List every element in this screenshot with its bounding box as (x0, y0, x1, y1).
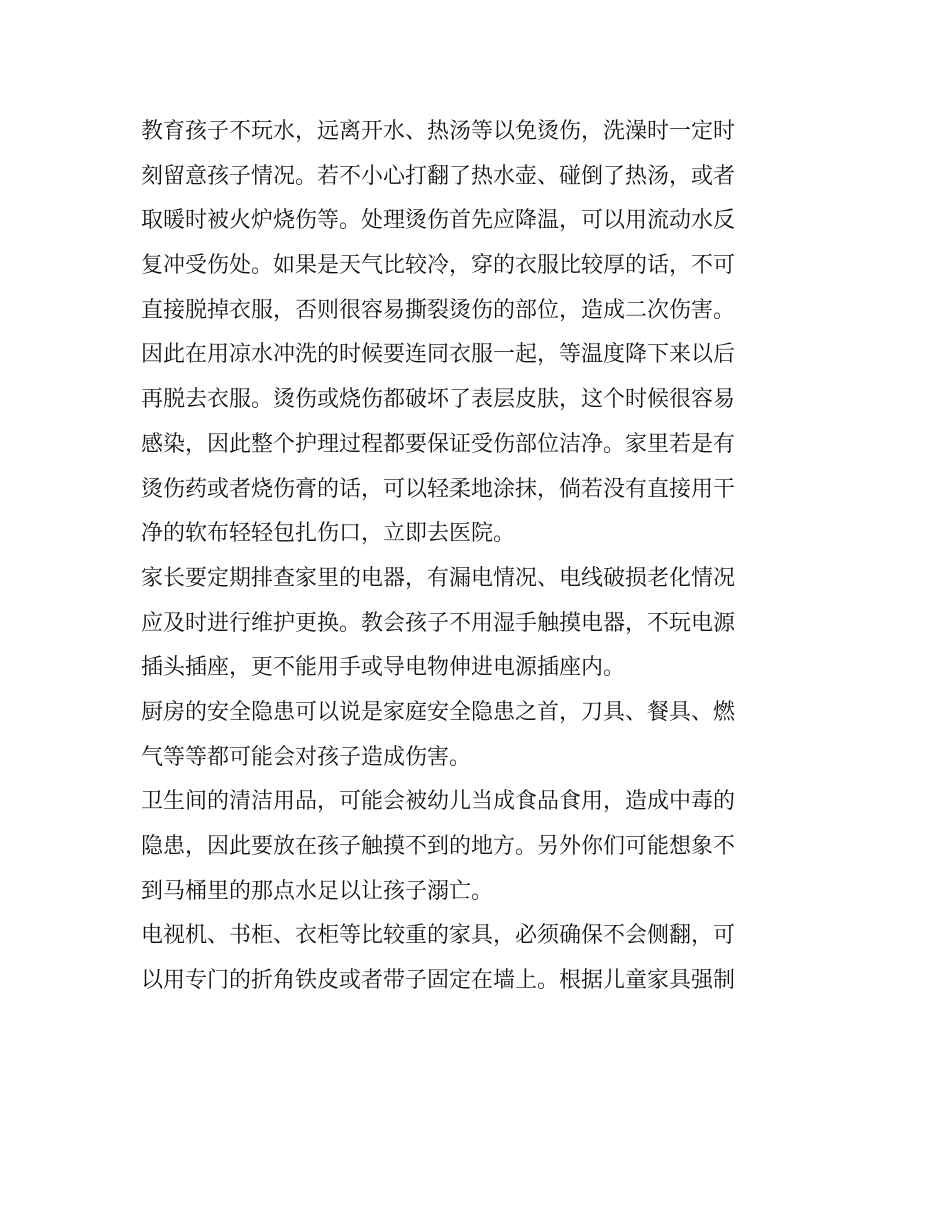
text-line-4: 复冲受伤处。如果是天气比较冷，穿的衣服比较厚的话，不可 (141, 253, 736, 279)
text-line-2: 刻留意孩子情况。若不小心打翻了热水壶、碰倒了热汤，或者 (141, 163, 736, 189)
text-line-7: 再脱去衣服。烫伤或烧伤都破坏了表层皮肤，这个时候很容易 (141, 387, 736, 413)
text-line-18: 到马桶里的那点水足以让孩子溺亡。 (141, 878, 494, 904)
text-line-1: 教育孩子不玩水，远离开水、热汤等以免烫伤，洗澡时一定时 (141, 119, 736, 144)
document-body (141, 110, 813, 1004)
text-line-13: 插头插座，更不能用手或导电物伸进电源插座内。 (141, 655, 626, 681)
text-line-20: 以用专门的折角铁皮或者带子固定在墙上。根据儿童家具强制 (141, 968, 736, 994)
text-line-19: 电视机、书柜、衣柜等比较重的家具，必须确保不会侧翻，可 (141, 923, 736, 949)
text-line-12: 应及时进行维护更换。教会孩子不用湿手触摸电器，不玩电源 (141, 610, 736, 636)
text-line-10: 净的软布轻轻包扎伤口，立即去医院。 (141, 521, 516, 547)
text-line-11: 家长要定期排查家里的电器，有漏电情况、电线破损老化情况 (141, 565, 736, 591)
text-line-6: 因此在用凉水冲洗的时候要连同衣服一起，等温度降下来以后 (141, 342, 736, 368)
text-line-5: 直接脱掉衣服，否则很容易撕裂烫伤的部位，造成二次伤害。 (141, 297, 736, 323)
text-line-9: 烫伤药或者烧伤膏的话，可以轻柔地涂抹，倘若没有直接用干 (141, 476, 736, 502)
text-line-3: 取暖时被火炉烧伤等。处理烫伤首先应降温，可以用流动水反 (141, 208, 736, 234)
text-line-16: 卫生间的清洁用品，可能会被幼儿当成食品食用，造成中毒的 (141, 789, 736, 815)
text-line-8: 感染，因此整个护理过程都要保证受伤部位洁净。家里若是有 (141, 431, 736, 457)
text-line-15: 气等等都可能会对孩子造成伤害。 (141, 744, 472, 770)
text-line-14: 厨房的安全隐患可以说是家庭安全隐患之首，刀具、餐具、燃 (141, 699, 736, 725)
text-line-17: 隐患，因此要放在孩子触摸不到的地方。另外你们可能想象不 (141, 834, 736, 859)
